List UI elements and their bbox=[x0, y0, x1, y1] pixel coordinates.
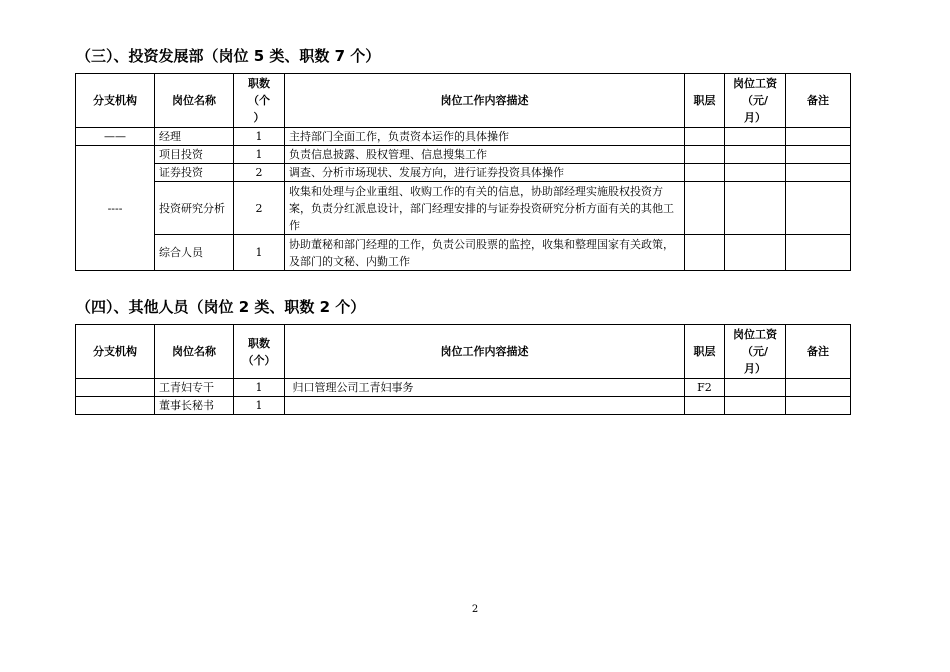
table-row bbox=[76, 379, 851, 397]
cell-position: 工青妇专干 bbox=[155, 379, 234, 397]
cell-position: 综合人员 bbox=[155, 235, 234, 271]
header-salary: 岗位工资 （元/ 月） bbox=[725, 325, 786, 379]
cell-count: 1 bbox=[234, 146, 285, 164]
cell-position: 项目投资 bbox=[155, 146, 234, 164]
header-row bbox=[76, 325, 851, 379]
cell-position: 董事长秘书 bbox=[155, 397, 234, 415]
cell-remarks bbox=[786, 379, 851, 397]
cell-count: 1 bbox=[234, 235, 285, 271]
section3-table bbox=[75, 73, 851, 271]
header-description: 岗位工作内容描述 bbox=[285, 74, 685, 128]
cell-description: 调查、分析市场现状、发展方向，进行证券投资具体操作 bbox=[285, 164, 685, 182]
header-count: 职数 （个） bbox=[234, 325, 285, 379]
cell-salary bbox=[725, 128, 786, 146]
header-count: 职数 （个 ） bbox=[234, 74, 285, 128]
header-level: 职层 bbox=[685, 74, 725, 128]
cell-description: 负责信息披露、股权管理、信息搜集工作 bbox=[285, 146, 685, 164]
cell-branch bbox=[76, 379, 155, 397]
table-row bbox=[76, 235, 851, 271]
cell-salary bbox=[725, 235, 786, 271]
cell-description: 归口管理公司工青妇事务 bbox=[285, 379, 685, 397]
cell-count: 1 bbox=[234, 128, 285, 146]
cell-position: 投资研究分析 bbox=[155, 182, 234, 235]
cell-description bbox=[285, 397, 685, 415]
header-branch: 分支机构 bbox=[76, 74, 155, 128]
section3-title: （三）、投资发展部（岗位 5 类、职数 7 个） bbox=[76, 47, 381, 65]
header-description: 岗位工作内容描述 bbox=[285, 325, 685, 379]
cell-count: 1 bbox=[234, 379, 285, 397]
cell-level bbox=[685, 128, 725, 146]
cell-branch bbox=[76, 397, 155, 415]
cell-count: 2 bbox=[234, 164, 285, 182]
cell-position: 证券投资 bbox=[155, 164, 234, 182]
cell-level bbox=[685, 397, 725, 415]
cell-branch: —— bbox=[76, 128, 155, 146]
cell-salary bbox=[725, 379, 786, 397]
header-position: 岗位名称 bbox=[155, 325, 234, 379]
cell-remarks bbox=[786, 164, 851, 182]
cell-description: 收集和处理与企业重组、收购工作的有关的信息，协助部经理实施股权投资方案，负责分红派息设计，部门经理安排的与证券投资研究分析方面有关的其他工作 bbox=[285, 182, 685, 235]
cell-remarks bbox=[786, 235, 851, 271]
section4-table bbox=[75, 324, 851, 415]
header-branch: 分支机构 bbox=[76, 325, 155, 379]
cell-position: 经理 bbox=[155, 128, 234, 146]
cell-description: 协助董秘和部门经理的工作，负责公司股票的监控，收集和整理国家有关政策，及部门的文秘、内勤工作 bbox=[285, 235, 685, 271]
cell-salary bbox=[725, 146, 786, 164]
cell-description: 主持部门全面工作，负责资本运作的具体操作 bbox=[285, 128, 685, 146]
table-row bbox=[76, 164, 851, 182]
section4-title: （四）、其他人员（岗位 2 类、职数 2 个） bbox=[76, 298, 366, 316]
cell-salary bbox=[725, 182, 786, 235]
table-row bbox=[76, 397, 851, 415]
cell-salary bbox=[725, 397, 786, 415]
page-number: 2 bbox=[471, 604, 479, 615]
cell-remarks bbox=[786, 128, 851, 146]
cell-level bbox=[685, 235, 725, 271]
header-remarks: 备注 bbox=[786, 325, 851, 379]
cell-level: F2 bbox=[685, 379, 725, 397]
cell-branch: ---- bbox=[76, 146, 155, 271]
header-level: 职层 bbox=[685, 325, 725, 379]
header-position: 岗位名称 bbox=[155, 74, 234, 128]
header-salary: 岗位工资 （元/ 月） bbox=[725, 74, 786, 128]
cell-remarks bbox=[786, 182, 851, 235]
table-row bbox=[76, 182, 851, 235]
cell-count: 2 bbox=[234, 182, 285, 235]
cell-count: 1 bbox=[234, 397, 285, 415]
cell-level bbox=[685, 146, 725, 164]
cell-level bbox=[685, 182, 725, 235]
cell-remarks bbox=[786, 397, 851, 415]
header-row bbox=[76, 74, 851, 128]
table-row bbox=[76, 128, 851, 146]
header-remarks: 备注 bbox=[786, 74, 851, 128]
cell-remarks bbox=[786, 146, 851, 164]
cell-level bbox=[685, 164, 725, 182]
table-row bbox=[76, 146, 851, 164]
cell-salary bbox=[725, 164, 786, 182]
